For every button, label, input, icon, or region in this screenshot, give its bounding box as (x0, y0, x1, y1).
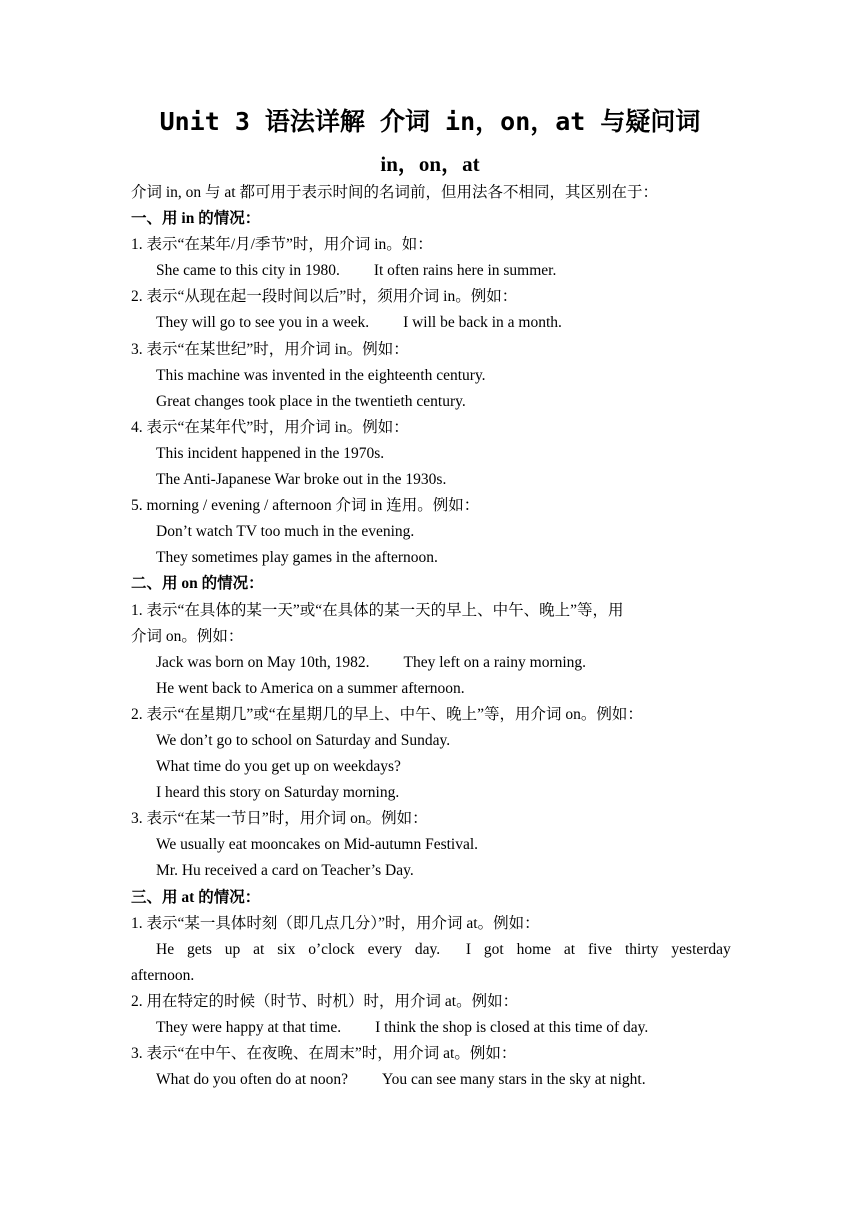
example-sentence: They will go to see you in a week. (156, 314, 370, 332)
rule-text: 1. 表示“某一具体时刻（即几点几分）”时，用介词 at。例如： (131, 914, 540, 932)
intro-text: 介词 in, on 与 at 都可用于表示时间的名词前，但用法各不相同，其区别在于： (131, 184, 658, 201)
heading-suffix: 的情况： (194, 210, 261, 228)
example-sentence: Great changes took place in the twentieth century. (156, 392, 466, 410)
example-sentence: They left on a rainy morning. (403, 653, 587, 671)
example-sentence: This incident happened in the 1970s. (156, 444, 385, 462)
example-word: up (224, 940, 241, 958)
example-word: every (367, 940, 402, 958)
example-word: five (587, 940, 613, 958)
example-continuation: afternoon. (131, 966, 195, 984)
example-word: at (253, 940, 265, 958)
example-word: home (516, 940, 552, 958)
example-word: six (277, 940, 296, 958)
rule-text: 5. morning / evening / afternoon 介词 in 连用。例如： (131, 497, 480, 515)
example-sentence: Don’t watch TV too much in the evening. (156, 523, 415, 541)
example-sentence: They sometimes play games in the afternoon. (156, 549, 438, 567)
rule-text: 2. 表示“在星期几”或“在星期几的早上、中午、晚上”等，用介词 on。例如： (131, 705, 643, 723)
example-sentence: He went back to America on a summer afternoon. (156, 679, 465, 697)
rule-text: 4. 表示“在某年代”时，用介词 in。例如： (131, 418, 409, 436)
heading-keyword: at (181, 888, 195, 906)
example-sentence: You can see many stars in the sky at night. (381, 1071, 646, 1089)
rule-text: 1. 表示“在具体的某一天”或“在具体的某一天的早上、中午、晚上”等，用 (131, 601, 624, 619)
section-heading-in (131, 206, 731, 232)
example-word: got (483, 940, 504, 958)
page-subtitle: in，on，at (380, 152, 480, 176)
document-body (131, 180, 731, 1093)
heading-keyword: in (181, 210, 195, 228)
example-sentence: I think the shop is closed at this time of day. (375, 1019, 649, 1036)
example-word: gets (186, 940, 212, 958)
example-sentence: The Anti-Japanese War broke out in the 1930s. (156, 471, 447, 489)
example-line (131, 1067, 731, 1093)
example-line (131, 258, 731, 284)
heading-prefix: 二、用 (131, 575, 182, 593)
example-sentence: She came to this city in 1980. (156, 262, 340, 280)
example-sentence: We don’t go to school on Saturday and Sunday. (156, 731, 451, 749)
example-sentence: This machine was invented in the eighteenth century. (156, 366, 486, 384)
section-heading-on (131, 571, 731, 597)
example-word: He (156, 940, 175, 958)
example-sentence: What time do you get up on weekdays? (156, 758, 401, 776)
heading-prefix: 一、用 (131, 210, 182, 228)
heading-suffix: 的情况： (197, 575, 264, 593)
example-word: thirty (624, 940, 659, 958)
example-sentence: Mr. Hu received a card on Teacher’s Day. (156, 862, 414, 880)
heading-prefix: 三、用 (131, 888, 182, 906)
example-sentence: I heard this story on Saturday morning. (156, 784, 400, 802)
example-line (131, 1015, 731, 1041)
example-line-justified (131, 937, 731, 963)
example-sentence: It often rains here in summer. (373, 262, 557, 280)
rule-text: 3. 表示“在某世纪”时，用介词 in。例如： (131, 340, 409, 358)
example-sentence: What do you often do at noon? (156, 1071, 348, 1089)
example-word: day. (414, 940, 441, 958)
example-line (131, 650, 731, 676)
rule-text: 2. 用在特定的时候（时节、时机）时，用介词 at。例如： (131, 992, 519, 1010)
example-sentence: Jack was born on May 10th, 1982. (156, 653, 370, 671)
heading-keyword: on (181, 575, 198, 593)
heading-suffix: 的情况： (194, 888, 261, 906)
example-word: I (465, 940, 472, 958)
example-sentence: We usually eat mooncakes on Mid-autumn Festival. (156, 836, 479, 854)
rule-text: 1. 表示“在某年/月/季节”时，用介词 in。如： (131, 236, 433, 254)
rule-text: 2. 表示“从现在起一段时间以后”时，须用介词 in。例如： (131, 288, 518, 306)
section-heading-at (131, 885, 731, 911)
rule-text: 3. 表示“在中午、在夜晚、在周末”时，用介词 at。例如： (131, 1045, 517, 1063)
rule-text: 介词 on。例如： (131, 627, 244, 645)
rule-text: 3. 表示“在某一节日”时，用介词 on。例如： (131, 810, 428, 828)
example-line (131, 310, 731, 336)
example-word: at (563, 940, 576, 958)
example-sentence: They were happy at that time. (156, 1019, 342, 1036)
page-title: Unit 3 语法详解 介词 in，on，at 与疑问词 (159, 107, 701, 136)
example-word: o’clock (308, 940, 355, 958)
example-word: yesterday (671, 940, 731, 958)
example-sentence: I will be back in a month. (403, 314, 562, 332)
